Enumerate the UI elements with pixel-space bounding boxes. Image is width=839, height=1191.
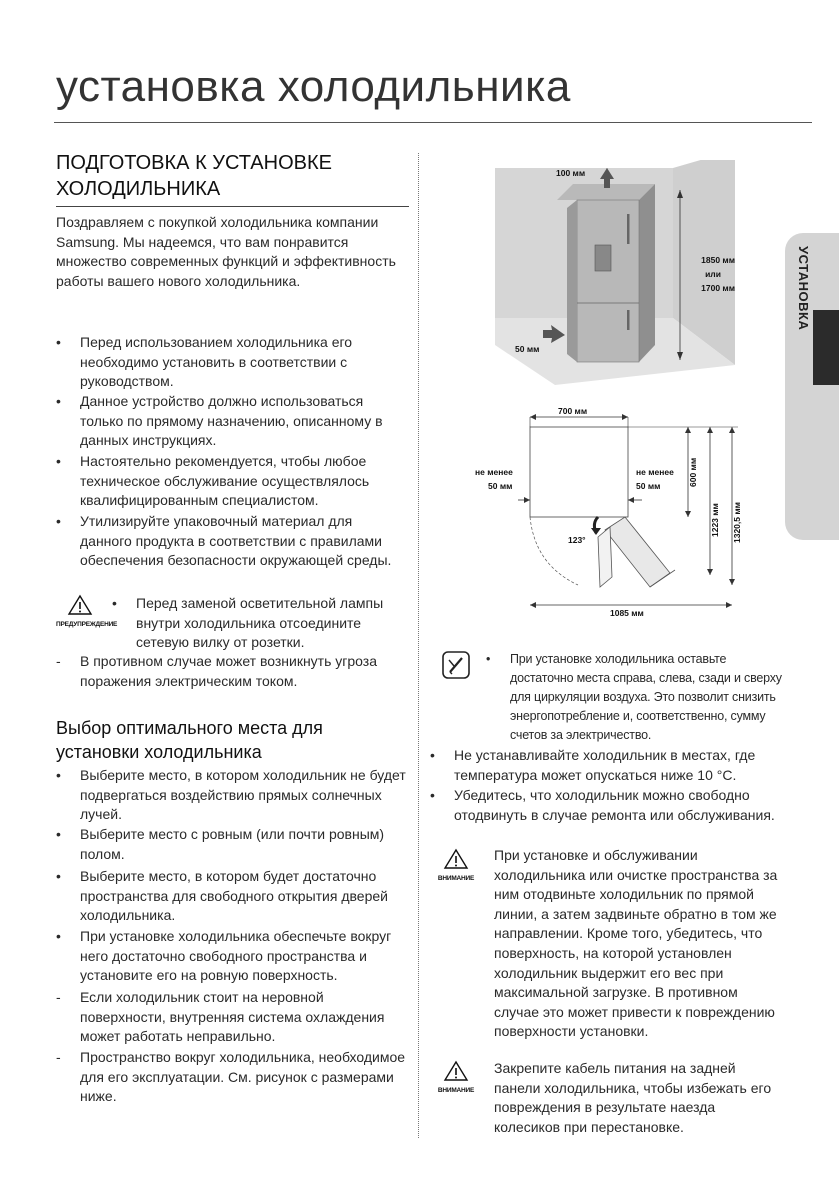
- list-item: • Утилизируйте упаковочный материал для данного продукта в соответствии с правилами обеспечения безопасности окружающей среды.: [56, 513, 392, 569]
- note-pencil-icon: [441, 650, 471, 680]
- dash-item: - Пространство вокруг холодильника, необходимое для его эксплуатации. См. рисунок с размерами ниже.: [56, 1049, 406, 1105]
- list-item: • Убедитесь, что холодильник можно свободно отодвинуть в случае ремонта или обслуживания.: [430, 787, 775, 823]
- height-label-2: или: [705, 269, 721, 279]
- column-divider: [418, 153, 419, 1138]
- depth-total-label: 1320,5 мм: [732, 502, 742, 543]
- caution-label: ВНИМАНИЕ: [437, 875, 475, 882]
- caution-label: ВНИМАНИЕ: [437, 1087, 475, 1094]
- warning-dash-item: - В противном случае может возникнуть угроза поражения электрическим током.: [56, 653, 378, 689]
- height-label-1: 1850 мм: [701, 255, 735, 265]
- list-item: • Данное устройство должно использоваться только по прямому назначению, описанному в данных инструкциях.: [56, 393, 383, 449]
- section1-title-line1: ПОДГОТОВКА К УСТАНОВКЕ: [56, 152, 332, 174]
- caution-badge: [430, 1060, 482, 1094]
- height-label-3: 1700 мм: [701, 283, 735, 293]
- list-item: • Настоятельно рекомендуется, чтобы любое техническое обслуживание осуществлялось квалифицированным специалистом.: [56, 453, 370, 509]
- section1-title: [56, 150, 411, 202]
- warning-item: • Перед заменой осветительной лампы внутри холодильника отсоедините сетевую вилку от розетки.: [112, 595, 384, 651]
- warning-triangle-icon: [56, 594, 104, 616]
- section1-rule: [56, 206, 409, 207]
- right-gap-label-1: не менее: [636, 467, 674, 477]
- caution-text-1: При установке и обслуживании холодильника или очистке пространства за ним отодвиньте холодильник по прямой линии, а затем задвиньте обратно в том же направлении. Кроме того, убедитесь, что поверхность, на которой установлен холодильник выдержит его вес при максимальной загрузке. В противном случае это может привести к повреждению поверхности установки.: [494, 847, 778, 1040]
- list-item: • Выберите место, в котором холодильник не будет подвергаться воздействию прямых солнечных лучей.: [56, 767, 406, 823]
- list-item: • Выберите место, в котором будет достаточно пространства для свободного открытия дверей холодильника.: [56, 868, 388, 924]
- section1-title-line2: ХОЛОДИЛЬНИКА: [56, 178, 221, 200]
- title-rule: [54, 122, 812, 123]
- list-item: • Выберите место с ровным (или почти ровным) полом.: [56, 826, 385, 862]
- width-label: 700 мм: [558, 406, 588, 416]
- caution-text-2: Закрепите кабель питания на задней панели холодильника, чтобы избежать его повреждения в результате наезда колесиков при перестановке.: [494, 1060, 772, 1135]
- section2-title-line2: установки холодильника: [56, 742, 262, 762]
- top-view-diagram: [470, 405, 770, 620]
- dash-item: - Если холодильник стоит на неровной поверхности, внутренняя система охлаждения может работать неправильно.: [56, 989, 385, 1045]
- door-opening-illustration: [470, 405, 770, 620]
- clearance-diagram: [495, 160, 780, 385]
- depth-open-label: 1223 мм: [710, 503, 720, 537]
- depth-label: 600 мм: [688, 457, 698, 487]
- right-gap-label-2: 50 мм: [636, 481, 661, 491]
- caution-triangle-icon: [430, 848, 482, 870]
- note-item: • При установке холодильника оставьте достаточно места справа, слева, сзади и сверху для циркуляции воздуха. Это позволит снизить энергопотребление и, соответственно, сумму счетов за электричество.: [486, 652, 782, 742]
- side-tab-marker: [813, 310, 839, 385]
- side-tab-label: УСТАНОВКА: [796, 246, 811, 331]
- side-gap-label: 50 мм: [515, 344, 540, 354]
- list-item: • Не устанавливайте холодильник в местах, где температура может опускаться ниже 10 °C.: [430, 747, 756, 783]
- list-item: • При установке холодильника обеспечьте вокруг него достаточно свободного пространства и установите его на ровную поверхность.: [56, 928, 392, 984]
- left-gap-label-2: 50 мм: [488, 481, 513, 491]
- section2-title: [56, 716, 411, 764]
- total-width-label: 1085 мм: [610, 608, 644, 618]
- list-item: • Перед использованием холодильника его необходимо установить в соответствии с руководством.: [56, 334, 353, 390]
- angle-label: 123°: [568, 535, 586, 545]
- note-icon: [441, 650, 471, 680]
- top-gap-label: 100 мм: [556, 168, 586, 178]
- warning-badge: [56, 594, 118, 628]
- warning-label: ПРЕДУПРЕЖДЕНИЕ: [56, 621, 118, 628]
- page-title: установка холодильника: [56, 62, 571, 111]
- left-gap-label-1: не менее: [475, 467, 513, 477]
- section2-title-line1: Выбор оптимального места для: [56, 718, 323, 738]
- intro-text: Поздравляем с покупкой холодильника компании Samsung. Мы надеемся, что вам понравится множество современных функций и эффективность работы вашего нового холодильника.: [56, 214, 396, 289]
- caution-triangle-icon: [430, 1060, 482, 1082]
- caution-badge: [430, 848, 482, 882]
